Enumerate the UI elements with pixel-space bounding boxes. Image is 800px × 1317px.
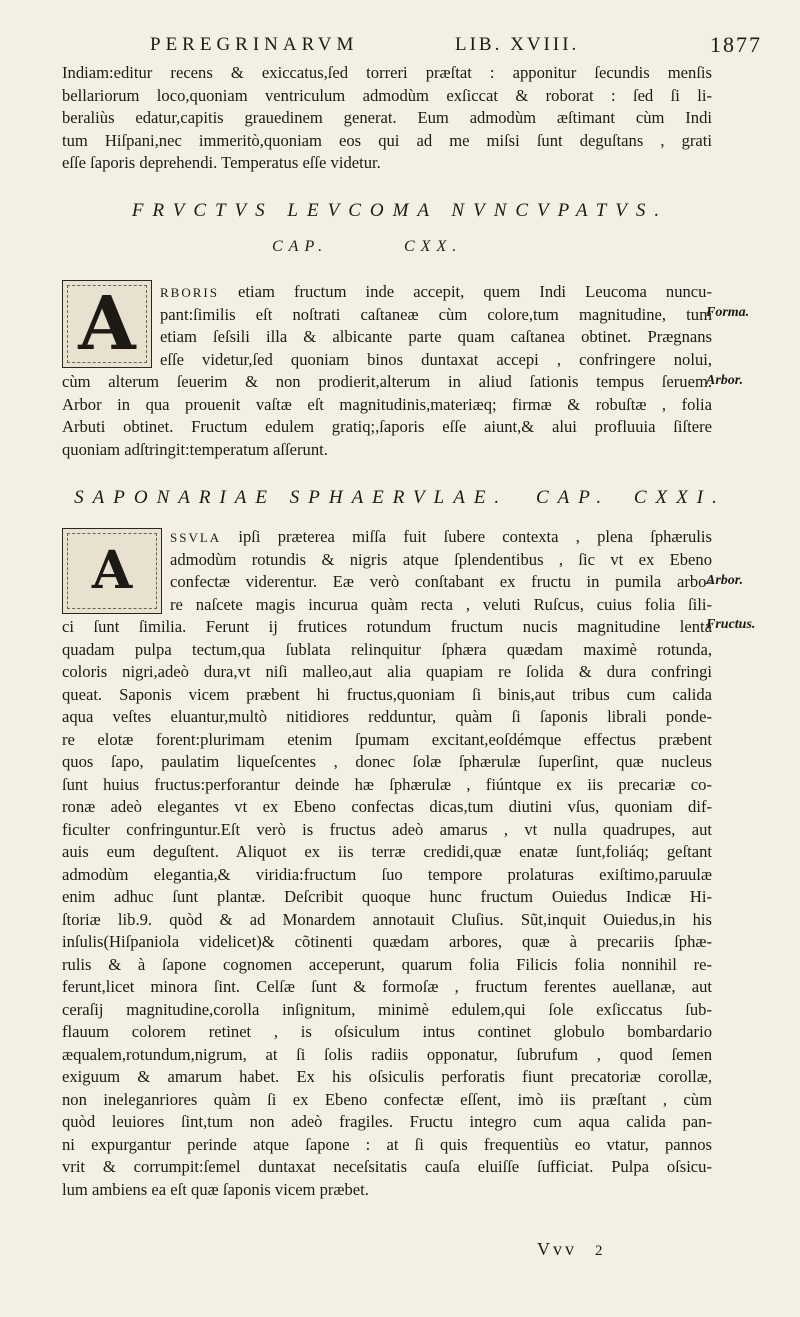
text-line: ni expurgantur perinde atque ſapone : at ſi quis frequentiùs eo vtatur, pannos <box>62 1134 712 1154</box>
chapter-number: CXX. <box>404 238 463 255</box>
chapter-title: FRVCTVS LEVCOMA NVNCVPATVS. <box>131 200 669 221</box>
text-line: re naſcete magis incurua quàm recta , veluti Ruſcus, cuius folia ſili- <box>170 594 712 614</box>
marginal-note: Forma. <box>706 305 750 320</box>
chapter-label: CAP. <box>535 487 611 508</box>
chapter-title-text: SAPONARIAE SPHAERVLAE. <box>74 487 509 508</box>
text-line: auis eum deguſtent. Aliquot ex iis terræ credidi,quæ enatæ ſunt,foliáq; geſtant <box>62 842 712 861</box>
text-line: Arbuti obtinet. Fructum edulem gratiq;,ſaporis eſſe aiunt,& alui profluuia ſiſtere <box>62 417 712 436</box>
intro-paragraph <box>62 62 712 175</box>
text-line: flauum colorem retinet , is oſsiculum intus continet globulo bombardario <box>62 1022 712 1041</box>
text-line: Indiam:editur recens & exiccatus,ſed torreri præſtat : apponitur ſecundis menſis <box>62 63 712 82</box>
text-line: non ineleganriores quàm ſi ex Ebeno confectæ eſſent, imò iis præſtant , cùm <box>62 1089 712 1109</box>
running-head-title: PEREGRINARVM <box>150 34 359 55</box>
text-line: confectæ viderentur. Eæ verò conſtabant ex fructu in pumila arbo- <box>170 572 712 591</box>
text-line: admodùm elegantia,& viridia:fructum ſuo tempore prolaturas exiſtimo,paruulæ <box>62 864 712 884</box>
marginal-note: Fructus. <box>706 617 756 632</box>
text-line <box>160 281 712 304</box>
text-line: pant:ſimilis eſt noſtrati caſtaneæ cùm colore,tum magnitudine, tum <box>160 304 712 324</box>
catchword <box>537 1239 606 1260</box>
text-line: ci ſunt ſimilia. Ferunt ij frutices rotundum fructum nucis magnitudine lenta <box>62 617 712 636</box>
catchword-text: Vvv <box>537 1239 577 1259</box>
text-line: æqualem,rotundum,nigrum, at ſi ſolis radiis opponatur, ſubrufum , quod ſemen <box>62 1044 712 1064</box>
decorated-initial <box>62 280 152 368</box>
smallcaps-opening: SSVLA <box>170 530 222 545</box>
text-line: eſſe ſaporis deprehendi. Temperatus eſſe videtur. <box>62 153 381 172</box>
running-head-book: LIB. XVIII. <box>455 34 580 55</box>
line-rest: etiam fructum inde accepit, quem Indi Leucoma nuncu- <box>218 282 712 301</box>
text-line <box>170 526 712 549</box>
text-line: exiguum & amarum habet. Ex his oſsiculis perforatis fiunt precatoriæ corollæ, <box>62 1067 712 1086</box>
text-line: eſſe videtur,ſed quoniam binos duntaxat accepi , confringere nolui, <box>160 349 712 369</box>
chapter-120-indented <box>160 281 712 371</box>
text-line: ceraſij magnitudine,corolla inſignitum, minimè edulem,qui ſole exſiccatus ſub- <box>62 999 712 1019</box>
chapter-number: CXXI. <box>633 487 726 508</box>
running-head <box>150 32 762 60</box>
text-line: quos ſapo, paulatim liqueſcentes , donec ſolæ ſphærulæ ſuperſint, quæ nucleus <box>62 752 712 771</box>
initial-letter: A <box>78 281 136 367</box>
marginal-note: Arbor. <box>706 573 743 588</box>
decorated-initial <box>62 528 162 614</box>
initial-letter: A <box>91 540 133 601</box>
text-line: Arbor in qua prouenit vaſtæ eſt magnitudinis,materiæq; firmæ & robuſtæ , folia <box>62 394 712 414</box>
text-line: admodùm rotundis & nigris atque ſplendentibus , ſic vt ex Ebeno <box>170 549 712 569</box>
text-line: ferunt,licet minora ſint. Celſæ ſunt & formoſæ , fructum ferentes auellanæ, aut <box>62 977 712 996</box>
text-line: aqua veſtes eluantur,multò nitidiores redduntur, quàm ſi ſaponis librali ponde- <box>62 707 712 726</box>
text-line: etiam ſeſsili illa & albicante parte quam caſtanea obtinet. Prægnans <box>160 327 712 346</box>
text-line: ronæ adeò elegantes vt ex Ebeno confectas dicas,tum diutini vſus, quoniam dif- <box>62 797 712 816</box>
chapter-121-body <box>62 616 712 1201</box>
text-line: quoniam adſtringit:temperatum aſſerunt. <box>62 439 328 459</box>
text-line: lum ambiens ea eſt quæ ſaponis vicem præbet. <box>62 1179 369 1199</box>
text-line: re elotæ forent:plurimam etenim ſpumam excitant,eoſdémque effectus præbent <box>62 729 712 749</box>
text-line: vrit & corrumpit:ſemel duntaxat neceſsitatis cauſa eluiſſe ſufficiat. Pulpa oſsicu- <box>62 1157 712 1176</box>
smallcaps-opening: RBORIS <box>160 285 219 300</box>
chapter-121-indented <box>170 526 712 616</box>
text-line: queat. Saponis vicem præbent hi fructus,quoniam ſi binis,aut tribus cum calida <box>62 684 712 704</box>
chapter-title <box>0 487 800 509</box>
marginal-note: Arbor. <box>706 373 743 388</box>
line-rest: ipſi præterea miſſa fuit ſubere contexta , plena ſphærulis <box>221 527 712 546</box>
text-line: enim adhuc ſunt plantæ. Deſcribit quoque hunc fructum Ouiedus Indicæ Hi- <box>62 887 712 906</box>
text-line: rulis & à ſapone cognomen acceperunt, quarum folia Filicis folia nonnihil re- <box>62 954 712 974</box>
text-line: inſulis(Hiſpaniola videlicet)& cõtinenti quædam arbores, quæ à precariis ſphæ- <box>62 932 712 951</box>
text-line: tum Hiſpani,nec immeritò,quoniam eos qui ad me miſsi ſunt deguſtans , grati <box>62 130 712 150</box>
chapter-120-body <box>62 371 712 461</box>
text-line: ſtoriæ lib.9. quòd & ad Monardem annotauit Cluſius. Sũt,inquit Ouiedus,in his <box>62 909 712 929</box>
text-line: quadam pulpa tectum,qua ſublata relinquitur ſphæra quædam maximè rotunda, <box>62 639 712 659</box>
text-line: coloris nigri,adeò dura,vt niſi malleo,aut alia quapiam re ſolida & dura confringi <box>62 662 712 681</box>
text-line: ſunt huius fructus:perforantur deinde hæ ſphærulæ , fiúntque ex iis precariæ co- <box>62 774 712 794</box>
text-line: ficulter confringuntur.Eſt verò is fructus adeò amarus , vt nulla quadrupes, aut <box>62 819 712 839</box>
page-number: 1877 <box>710 32 762 57</box>
signature-mark: 2 <box>595 1243 606 1259</box>
text-line: cùm alterum ſeuerim & non prodierit,alterum in aliud ſationis tempus ſeruem. <box>62 372 712 391</box>
text-line: quòd leuiores ſint,tum non adeò fragiles. Fructu integro cum aqua calida pan- <box>62 1112 712 1131</box>
chapter-label: CAP. <box>272 238 329 255</box>
text-line: bellariorum loco,quoniam ventriculum admodùm exſiccat & roborat : ſed ſi li- <box>62 85 712 105</box>
text-line: beraliùs edatur,capitis grauedinem generat. Eum admodùm æſtimant cùm Indi <box>62 108 712 127</box>
